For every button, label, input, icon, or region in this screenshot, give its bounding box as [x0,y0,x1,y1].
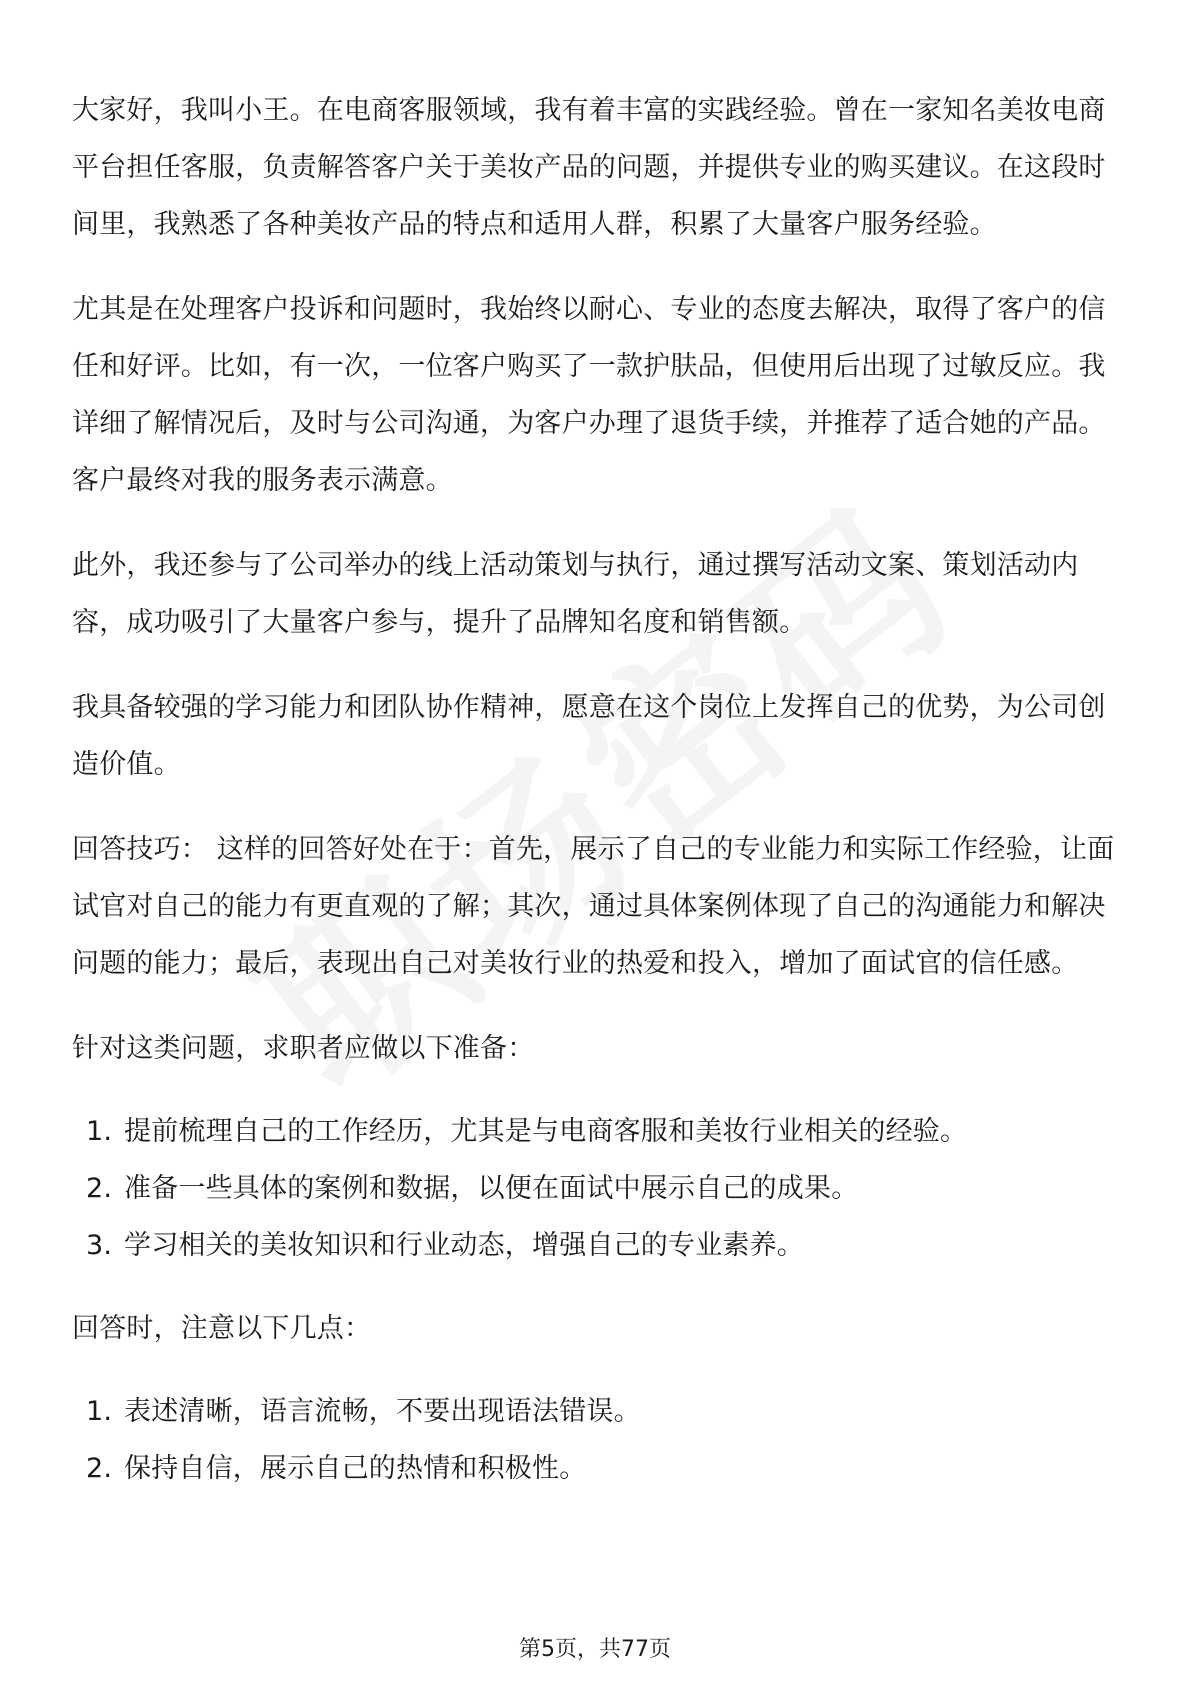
list-item-text: 学习相关的美妆知识和行业动态，增强自己的专业素养。 [124,1230,804,1261]
document-body [72,82,1118,1523]
list-item [72,1383,1118,1440]
list-item [72,1217,1118,1274]
answer-notes-list [72,1383,1118,1497]
list-item-number: 2. [86,1173,113,1204]
paragraph-complaint-handling: 尤其是在处理客户投诉和问题时，我始终以耐心、专业的态度去解决，取得了客户的信任和好评。比如，有一次，一位客户购买了一款护肤品，但使用后出现了过敏反应。我详细了解情况后，及时与公司沟通，为客户办理了退货手续，并推荐了适合她的产品。客户最终对我的服务表示满意。 [72,294,1106,496]
paragraph-answer-tips: 回答技巧： 这样的回答好处在于：首先，展示了自己的专业能力和实际工作经验，让面试官对自己的能力有更直观的了解；其次，通过具体案例体现了自己的沟通能力和解决问题的能力；最后，表现出自己对美妆行业的热爱和投入，增加了面试官的信任感。 [72,834,1115,979]
list-item [72,1160,1118,1217]
list-item-text: 保持自信，展示自己的热情和积极性。 [124,1453,587,1484]
paragraph-answer-notes-heading: 回答时，注意以下几点： [72,1313,372,1344]
paragraph-preparation-heading: 针对这类问题，求职者应做以下准备： [72,1033,535,1064]
list-item [72,1440,1118,1497]
list-item-text: 表述清晰，语言流畅，不要出现语法错误。 [124,1396,641,1427]
preparation-list [72,1103,1118,1274]
paragraph-abilities: 我具备较强的学习能力和团队协作精神，愿意在这个岗位上发挥自己的优势，为公司创造价值。 [72,692,1106,780]
page-footer [0,1632,1190,1663]
list-item-text: 提前梳理自己的工作经历，尤其是与电商客服和美妆行业相关的经验。 [124,1116,968,1147]
list-item-number: 3. [86,1230,113,1261]
list-item-number: 1. [86,1116,113,1147]
list-item-number: 2. [86,1453,113,1484]
list-item-text: 准备一些具体的案例和数据，以便在面试中展示自己的成果。 [124,1173,859,1204]
paragraph-intro: 大家好，我叫小王。在电商客服领域，我有着丰富的实践经验。曾在一家知名美妆电商平台担任客服，负责解答客户关于美妆产品的问题，并提供专业的购买建议。在这段时间里，我熟悉了各种美妆产品的特点和适用人群，积累了大量客户服务经验。 [72,95,1106,240]
page-number-label: 第5页，共77页 [519,1637,671,1662]
list-item-number: 1. [86,1396,113,1427]
paragraph-activities: 此外，我还参与了公司举办的线上活动策划与执行，通过撰写活动文案、策划活动内容，成功吸引了大量客户参与，提升了品牌知名度和销售额。 [72,550,1079,638]
list-item [72,1103,1118,1160]
